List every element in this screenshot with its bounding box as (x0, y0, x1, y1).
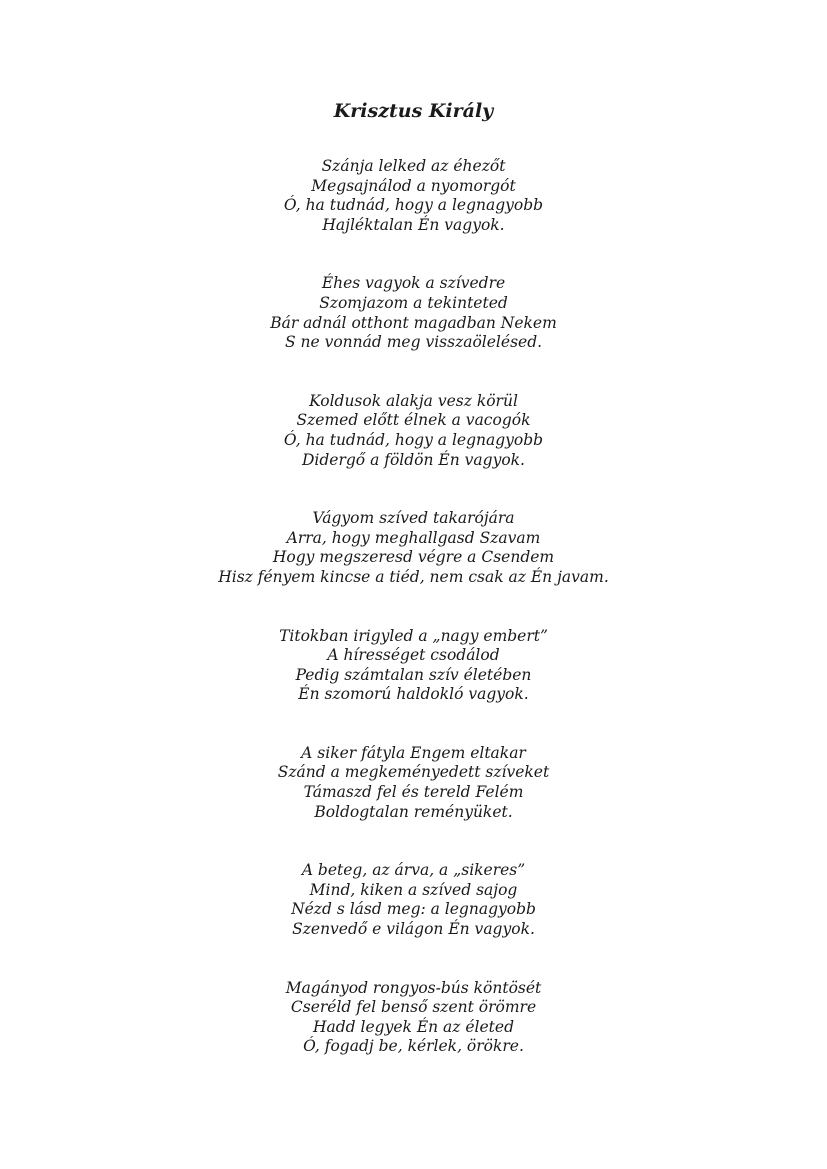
poem-line: S ne vonnád meg visszaölelésed. (284, 333, 543, 352)
stanza-1 (0, 157, 827, 235)
poem-title: Krisztus Király (333, 100, 494, 122)
poem-line: Magányod rongyos-bús köntösét (285, 978, 542, 997)
poem-line: Éhes vagyok a szívedre (321, 274, 506, 293)
stanza-5 (0, 627, 827, 705)
poem-line: Én szomorú haldokló vagyok. (298, 685, 529, 704)
poem-line: A beteg, az árva, a „sikeres” (301, 861, 526, 880)
poem-line: Ó, ha tudnád, hogy a legnagyobb (283, 196, 544, 215)
stanza-3 (0, 392, 827, 470)
poem-line: Ó, ha tudnád, hogy a legnagyobb (283, 430, 544, 449)
poem-line: Hisz fényem kincse a tiéd, nem csak az Én javam. (218, 567, 609, 586)
poem-line: Szánja lelked az éhezőt (321, 157, 506, 175)
poem-line: Hadd legyek Én az életed (312, 1017, 514, 1036)
stanza-4 (0, 509, 827, 587)
poem-line: Hajléktalan Én vagyok. (322, 215, 505, 234)
stanza-6 (0, 744, 827, 822)
poem-line: Bár adnál otthont magadban Nekem (270, 313, 557, 332)
poem-line: Hogy megszeresd végre a Csendem (272, 548, 555, 567)
poem-line: A hírességet csodálod (327, 646, 500, 665)
poem-line: Támaszd fel és tereld Felém (303, 783, 524, 802)
poem-line: Ó, fogadj be, kérlek, örökre. (303, 1037, 524, 1056)
poem-line: Boldogtalan reményüket. (314, 802, 513, 821)
poem-line: Szomjazom a tekinteted (319, 293, 508, 312)
poem-line: Szenvedő e világon Én vagyok. (292, 920, 535, 939)
stanza-7 (0, 861, 827, 939)
poem-line: Szemed előtt élnek a vacogók (296, 411, 531, 430)
stanza-2 (0, 274, 827, 352)
poem-line: Szánd a megkeményedett szíveket (277, 763, 550, 782)
poem-line: Didergő a földön Én vagyok. (302, 450, 525, 469)
poem-line: Vágyom szíved takarójára (312, 509, 515, 528)
poem-line: Nézd s lásd meg: a legnagyobb (291, 900, 536, 919)
poem-line: Arra, hogy meghallgasd Szavam (286, 528, 541, 547)
poem-line: Megsajnálod a nyomorgót (311, 176, 516, 195)
poem-line: Cseréld fel benső szent örömre (290, 998, 537, 1017)
poem-line: Pedig számtalan szív életében (295, 665, 532, 684)
poem-body (0, 157, 827, 1096)
poem-line: A siker fátyla Engem eltakar (301, 743, 526, 762)
poem-line: Koldusok alakja vesz körül (309, 391, 518, 410)
stanza-8 (0, 979, 827, 1057)
poem-line: Mind, kiken a szíved sajog (309, 880, 518, 899)
poem-line: Titokban irigyled a „nagy embert” (279, 626, 548, 645)
